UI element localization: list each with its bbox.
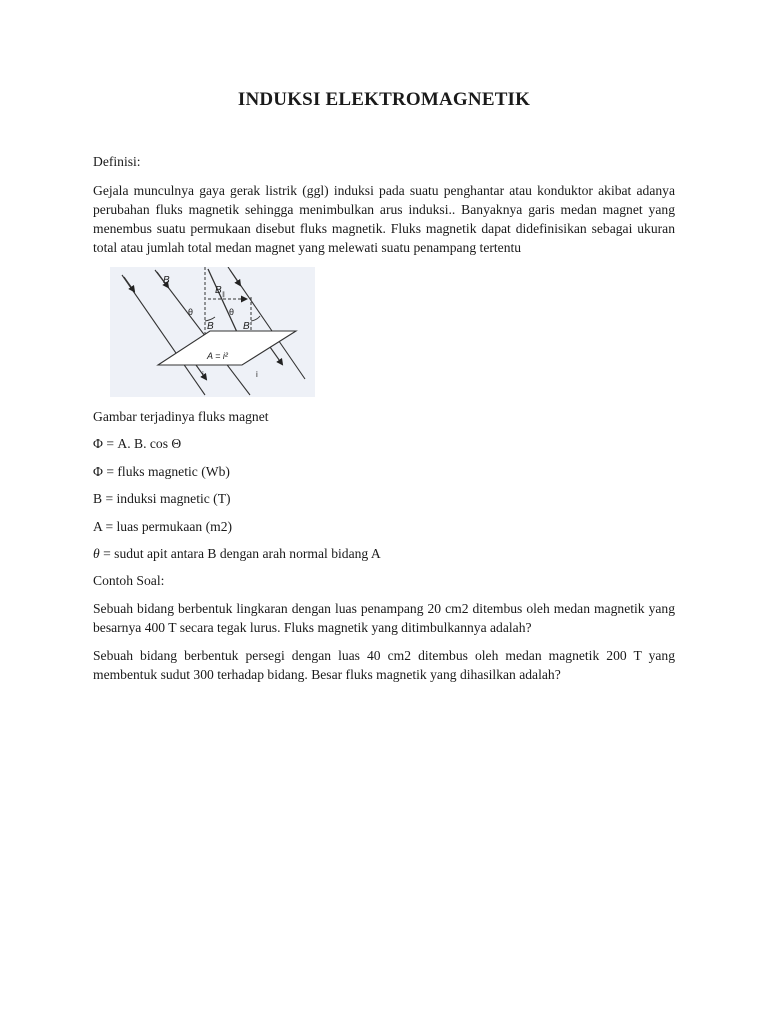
magnetic-flux-figure <box>110 267 315 397</box>
legend-item: A = luas permukaan (m2) <box>93 518 233 534</box>
document-title: INDUKSI ELEKTROMAGNETIK <box>237 89 531 110</box>
theta-definition <box>93 544 675 563</box>
label-theta: θ <box>188 307 194 317</box>
label-b: B <box>207 321 214 332</box>
document-body <box>93 152 675 693</box>
theta-symbol: θ <box>93 545 100 561</box>
theta-text: = sudut apit antara B dengan arah normal bidang A <box>99 545 381 561</box>
legend-item: B = induksi magnetic (T) <box>93 491 231 507</box>
question-2: Sebuah bidang berbentuk persegi dengan luas 40 cm2 ditembus oleh medan magnetik 200 T yang membentuk sudut 300 terhadap bidang. Besar fluks magnetik yang dihasilkan adalah? <box>93 647 675 682</box>
question-1: Sebuah bidang berbentuk lingkaran dengan luas penampang 20 cm2 ditembus oleh medan magnetik yang besarnya 400 T secara tegak lurus. Fluks magnetik yang ditimbulkannya adalah? <box>93 600 675 635</box>
label-current: i <box>256 370 258 379</box>
label-b: B <box>243 321 250 332</box>
label-b-parallel: B <box>215 285 222 296</box>
label-area: A = i² <box>207 351 228 361</box>
example-label: Contoh Soal: <box>93 573 165 589</box>
label-b: B <box>163 275 170 286</box>
legend-item: Φ = fluks magnetic (Wb) <box>93 463 230 479</box>
label-current: i <box>202 370 204 379</box>
label-parallel-sub: ∥ <box>222 292 225 298</box>
formula: Φ = A. B. cos Θ <box>93 436 182 452</box>
definition-paragraph: Gejala munculnya gaya gerak listrik (ggl) induksi pada suatu penghantar atau konduktor akibat adanya perubahan fluks magnetik sehingga menimbulkan arus induksi.. Banyaknya garis medan magnet yang menembus suatu permukaan disebut fluks magnetik. Fluks magnetik dapat didefinisikan sebagai ukuran total atau jumlah total medan magnet yang melewati suatu penampang tertentu <box>93 183 675 255</box>
figure-caption: Gambar terjadinya fluks magnet <box>93 409 269 424</box>
label-theta: θ <box>229 307 235 317</box>
definition-label: Definisi: <box>93 154 141 169</box>
